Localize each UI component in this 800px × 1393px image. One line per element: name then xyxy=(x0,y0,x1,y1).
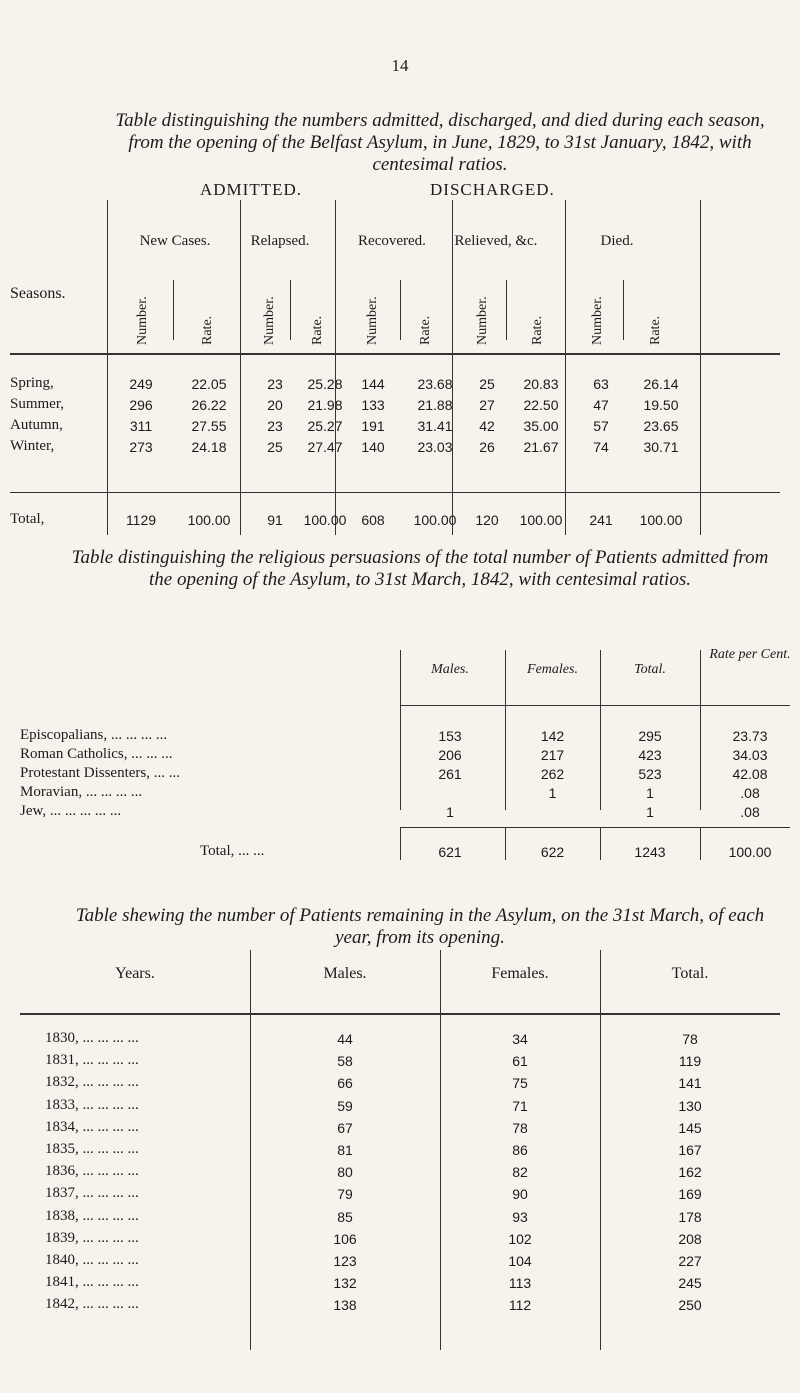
remaining-cell: 227 xyxy=(678,1253,702,1269)
religion-cell: 523 xyxy=(638,766,662,782)
religion-total-cell: 100.00 xyxy=(728,844,772,860)
number-subheader: Number. xyxy=(590,296,605,345)
religion-col-header: Males. xyxy=(431,662,469,677)
table-cell: 133 xyxy=(361,397,385,413)
table-cell: 63 xyxy=(593,376,609,392)
table-cell: 20 xyxy=(267,397,283,413)
remaining-cell: 44 xyxy=(337,1031,353,1047)
table-rule xyxy=(240,200,241,535)
table-cell: 26.14 xyxy=(643,376,679,392)
header-rule xyxy=(20,1013,780,1015)
rate-subheader: Rate. xyxy=(648,315,663,345)
remaining-col-header: Males. xyxy=(323,965,367,982)
religion-label: Episcopalians, ... ... ... ... xyxy=(20,727,168,743)
table-cell: 23 xyxy=(267,376,283,392)
religion-cell: 142 xyxy=(540,728,565,744)
year-label: 1841, ... ... ... ... xyxy=(45,1274,139,1290)
number-subheader: Number. xyxy=(475,296,490,345)
remaining-cell: 58 xyxy=(337,1053,353,1069)
religion-cell: 34.03 xyxy=(732,747,768,763)
religion-total-cell: 621 xyxy=(438,844,462,860)
table-rule xyxy=(623,280,624,340)
remaining-cell: 81 xyxy=(337,1142,353,1158)
remaining-cell: 90 xyxy=(512,1186,528,1202)
rate-subheader: Rate. xyxy=(200,315,215,345)
year-label: 1833, ... ... ... ... xyxy=(45,1097,139,1113)
religion-cell: 153 xyxy=(438,728,462,744)
remaining-cell: 106 xyxy=(333,1231,357,1247)
remaining-cell: 78 xyxy=(682,1031,698,1047)
year-label: 1842, ... ... ... ... xyxy=(45,1296,139,1312)
table-rule xyxy=(400,280,401,340)
header-rule xyxy=(400,705,790,706)
table-cell: 21.67 xyxy=(523,439,559,455)
religion-total-label: Total, ... ... xyxy=(200,843,265,859)
rate-subheader: Rate. xyxy=(530,315,545,345)
religion-col-header: Total. xyxy=(634,662,666,677)
season-label: Winter, xyxy=(10,438,55,454)
table1-caption: Table distinguishing the numbers admitted, discharged, and died during each season, from the opening of the Belfast Asylum, in June, 1829, to 31st January, 1842, with centesimal ratios. xyxy=(115,110,765,175)
remaining-cell: 34 xyxy=(512,1031,528,1047)
remaining-cell: 162 xyxy=(678,1164,702,1180)
total-cell: 1129 xyxy=(125,512,157,528)
remaining-col-header: Years. xyxy=(115,965,155,982)
remaining-cell: 123 xyxy=(333,1253,357,1269)
religion-cell: 217 xyxy=(540,747,565,763)
table-cell: 144 xyxy=(361,376,385,392)
year-label: 1838, ... ... ... ... xyxy=(45,1208,139,1224)
table-rule xyxy=(173,280,174,340)
col-group-header: Died. xyxy=(600,233,634,249)
rate-subheader: Rate. xyxy=(310,315,325,345)
remaining-cell: 79 xyxy=(337,1186,353,1202)
table-cell: 273 xyxy=(129,439,153,455)
remaining-col-header: Females. xyxy=(491,965,549,982)
col-group-header: New Cases. xyxy=(139,233,211,249)
discharged-header: DISCHARGED. xyxy=(430,180,555,199)
remaining-cell: 71 xyxy=(512,1098,528,1114)
table-cell: 23.65 xyxy=(643,418,679,434)
remaining-cell: 208 xyxy=(678,1231,702,1247)
number-subheader: Number. xyxy=(262,296,277,345)
table-cell: 31.41 xyxy=(417,418,453,434)
year-label: 1836, ... ... ... ... xyxy=(45,1163,139,1179)
col-group-header: Relapsed. xyxy=(250,233,310,249)
number-subheader: Number. xyxy=(365,296,380,345)
total-cell: 100.00 xyxy=(187,512,231,528)
year-label: 1834, ... ... ... ... xyxy=(45,1119,139,1135)
table-cell: 27 xyxy=(479,397,495,413)
admitted-header: ADMITTED. xyxy=(200,180,303,199)
religion-total-cell: 622 xyxy=(540,844,565,860)
rate-subheader: Rate. xyxy=(418,315,433,345)
table-rule xyxy=(290,280,291,340)
remaining-cell: 102 xyxy=(508,1231,532,1247)
table-cell: 23.68 xyxy=(417,376,453,392)
table-cell: 25.28 xyxy=(307,376,343,392)
table-cell: 23.03 xyxy=(417,439,453,455)
religion-label: Moravian, ... ... ... ... xyxy=(20,784,143,800)
table-cell: 311 xyxy=(129,418,153,434)
religion-cell: 1 xyxy=(446,804,454,820)
remaining-cell: 112 xyxy=(508,1297,532,1313)
year-label: 1839, ... ... ... ... xyxy=(45,1230,139,1246)
religion-label: Protestant Dissenters, ... ... xyxy=(20,765,180,781)
season-label: Autumn, xyxy=(10,417,63,433)
table-cell: 30.71 xyxy=(643,439,679,455)
total-cell: 120 xyxy=(475,512,499,528)
total-cell: 100.00 xyxy=(639,512,683,528)
remaining-cell: 132 xyxy=(333,1275,357,1291)
col-group-header: Recovered. xyxy=(358,233,426,249)
remaining-cell: 141 xyxy=(678,1075,702,1091)
remaining-cell: 67 xyxy=(337,1120,353,1136)
remaining-cell: 178 xyxy=(678,1209,702,1225)
table-cell: 22.05 xyxy=(191,376,227,392)
season-label: Summer, xyxy=(10,396,64,412)
remaining-cell: 86 xyxy=(512,1142,528,1158)
remaining-cell: 80 xyxy=(337,1164,353,1180)
table-cell: 140 xyxy=(361,439,385,455)
col-group-header: Relieved, &c. xyxy=(454,233,538,249)
year-label: 1837, ... ... ... ... xyxy=(45,1185,139,1201)
table-cell: 25.27 xyxy=(307,418,343,434)
religion-col-header: Females. xyxy=(527,662,578,677)
table-rule xyxy=(700,200,701,535)
religion-cell: 295 xyxy=(638,728,662,744)
table-cell: 74 xyxy=(593,439,609,455)
table-cell: 47 xyxy=(593,397,609,413)
remaining-cell: 145 xyxy=(678,1120,702,1136)
table-cell: 24.18 xyxy=(191,439,227,455)
religion-cell: 23.73 xyxy=(732,728,768,744)
total-cell: 100.00 xyxy=(519,512,563,528)
remaining-col-header: Total. xyxy=(671,965,709,982)
table-cell: 35.00 xyxy=(523,418,559,434)
table2-caption: Table distinguishing the religious persuasions of the total number of Patients admitted from the opening of the Asylum, to 31st March, 1842, with centesimal ratios. xyxy=(71,547,769,590)
table-cell: 26 xyxy=(479,439,495,455)
remaining-cell: 250 xyxy=(678,1297,702,1313)
religion-cell: 206 xyxy=(438,747,462,763)
number-subheader: Number. xyxy=(135,296,150,345)
total-cell: 608 xyxy=(361,512,385,528)
remaining-cell: 130 xyxy=(678,1098,702,1114)
total-cell: 100.00 xyxy=(413,512,457,528)
table-cell: 191 xyxy=(361,418,385,434)
religion-cell: 261 xyxy=(438,766,462,782)
remaining-cell: 85 xyxy=(337,1209,353,1225)
total-rule xyxy=(400,827,790,828)
table-cell: 25 xyxy=(267,439,283,455)
remaining-cell: 75 xyxy=(512,1075,528,1091)
religion-cell: 1 xyxy=(548,785,557,801)
year-label: 1830, ... ... ... ... xyxy=(45,1030,139,1046)
religion-label: Jew, ... ... ... ... ... xyxy=(20,803,122,819)
remaining-cell: 113 xyxy=(508,1275,532,1291)
table-cell: 19.50 xyxy=(643,397,679,413)
remaining-cell: 104 xyxy=(508,1253,532,1269)
year-label: 1835, ... ... ... ... xyxy=(45,1141,139,1157)
religion-cell: .08 xyxy=(740,785,760,801)
table-cell: 27.47 xyxy=(307,439,343,455)
table-rule xyxy=(335,200,336,535)
remaining-cell: 138 xyxy=(333,1297,357,1313)
table-cell: 249 xyxy=(129,376,153,392)
total-rule xyxy=(10,492,780,493)
page-number: 14 xyxy=(391,56,409,75)
table-rule xyxy=(107,200,108,535)
table-rule xyxy=(452,200,453,535)
remaining-cell: 82 xyxy=(512,1164,528,1180)
table-cell: 21.98 xyxy=(307,397,343,413)
year-label: 1832, ... ... ... ... xyxy=(45,1074,139,1090)
table-cell: 26.22 xyxy=(191,397,227,413)
table-cell: 25 xyxy=(479,376,495,392)
table-rule xyxy=(506,280,507,340)
remaining-cell: 167 xyxy=(678,1142,702,1158)
religion-col-header: Rate per Cent. xyxy=(709,647,791,662)
total-cell: 91 xyxy=(267,512,283,528)
remaining-cell: 119 xyxy=(678,1053,702,1069)
season-label: Spring, xyxy=(10,375,54,391)
remaining-cell: 169 xyxy=(678,1186,702,1202)
total-cell: 100.00 xyxy=(303,512,347,528)
religion-cell: 42.08 xyxy=(732,766,768,782)
table-cell: 23 xyxy=(267,418,283,434)
religion-total-cell: 1243 xyxy=(634,844,666,860)
seasons-header: Seasons. xyxy=(10,285,66,302)
table-cell: 42 xyxy=(479,418,495,434)
religion-cell: 1 xyxy=(646,785,654,801)
header-rule xyxy=(10,353,780,355)
table3-caption: Table shewing the number of Patients remaining in the Asylum, on the 31st March, of each year, from its opening. xyxy=(75,905,765,948)
total-cell: 241 xyxy=(589,512,613,528)
year-label: 1831, ... ... ... ... xyxy=(45,1052,139,1068)
religion-cell: 262 xyxy=(540,766,565,782)
remaining-cell: 93 xyxy=(512,1209,528,1225)
remaining-cell: 59 xyxy=(337,1098,353,1114)
table-cell: 296 xyxy=(129,397,153,413)
religion-cell: 423 xyxy=(638,747,662,763)
table-cell: 27.55 xyxy=(191,418,227,434)
table-rule xyxy=(565,200,566,535)
total-label: Total, xyxy=(10,511,45,527)
religion-label: Roman Catholics, ... ... ... xyxy=(20,746,173,762)
remaining-cell: 61 xyxy=(512,1053,528,1069)
table-cell: 21.88 xyxy=(417,397,453,413)
remaining-cell: 78 xyxy=(512,1120,528,1136)
table-cell: 22.50 xyxy=(523,397,559,413)
table-cell: 20.83 xyxy=(523,376,559,392)
remaining-cell: 245 xyxy=(678,1275,702,1291)
religion-cell: .08 xyxy=(740,804,760,820)
table-cell: 57 xyxy=(593,418,609,434)
religion-cell: 1 xyxy=(646,804,654,820)
year-label: 1840, ... ... ... ... xyxy=(45,1252,139,1268)
remaining-cell: 66 xyxy=(337,1075,353,1091)
